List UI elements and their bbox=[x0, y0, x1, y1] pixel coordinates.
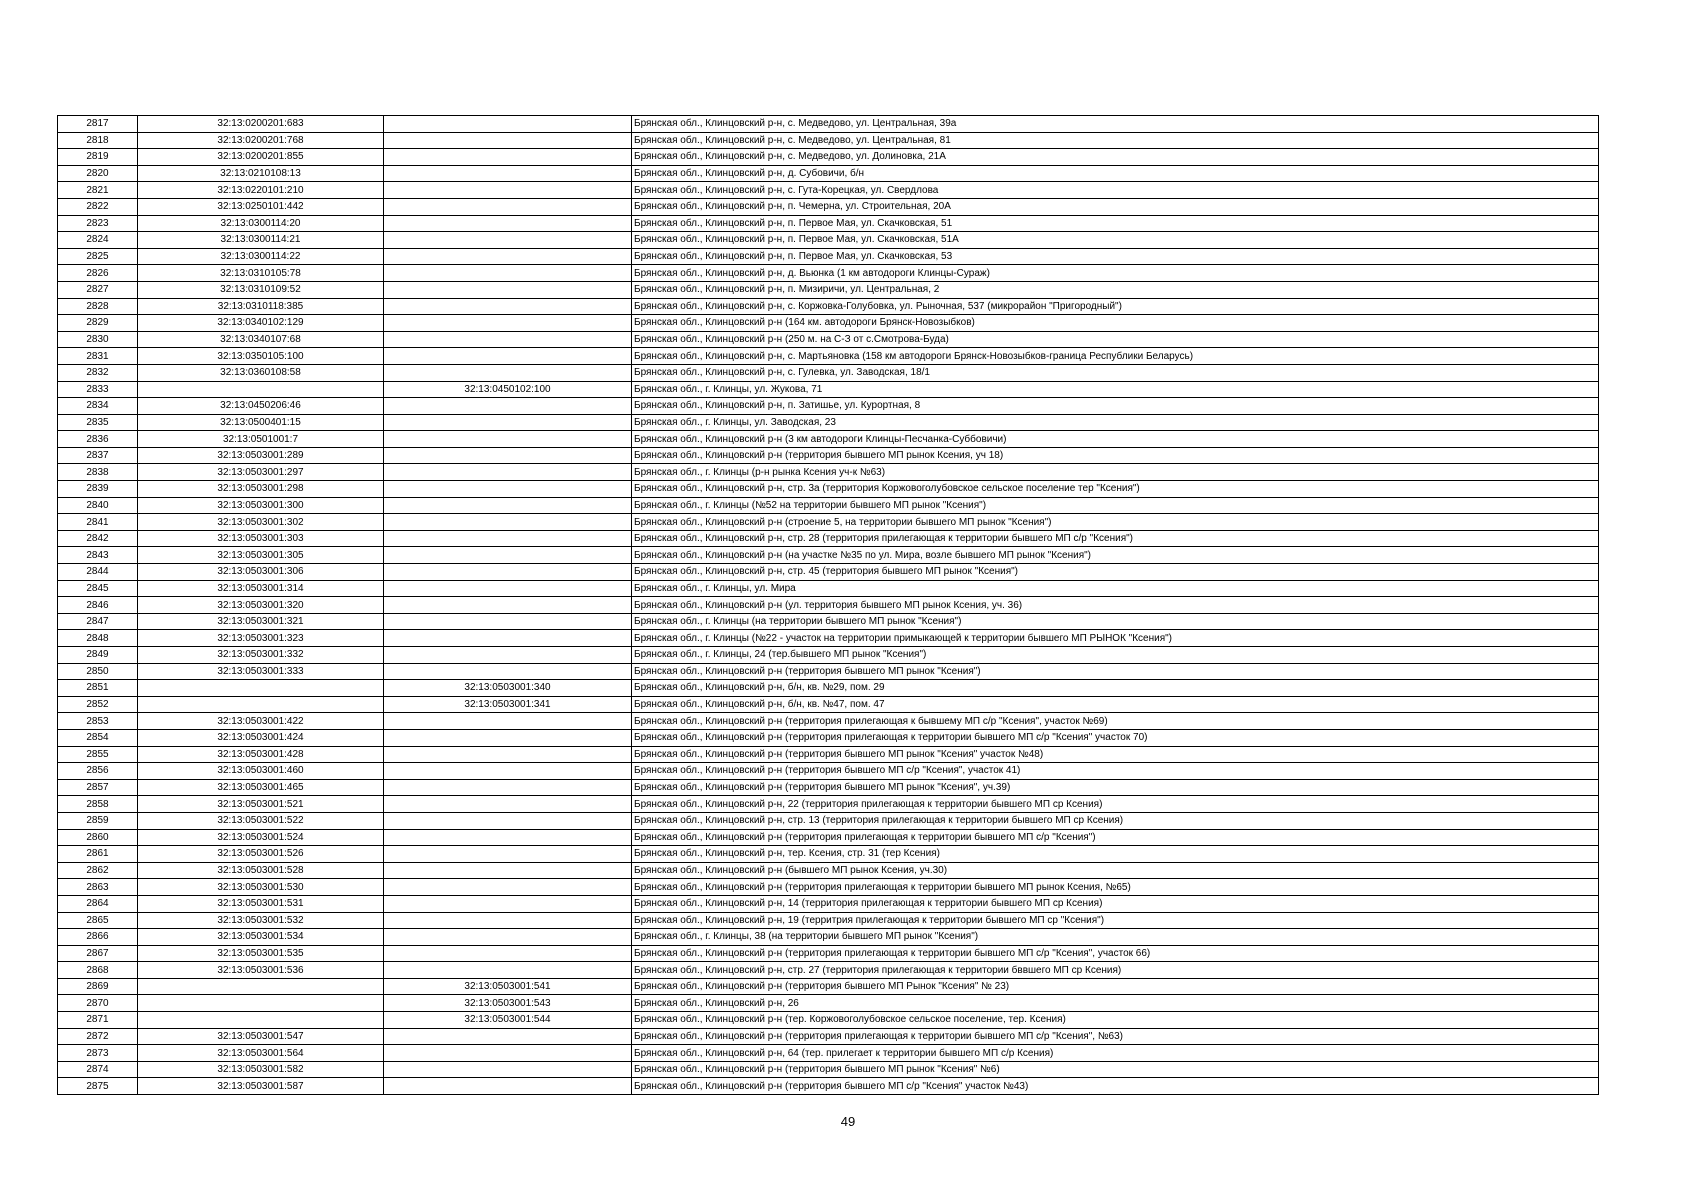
cadastral-number-cell: 32:13:0503001:289 bbox=[138, 447, 384, 464]
table-row bbox=[58, 398, 1599, 415]
address-cell: Брянская обл., Клинцовский р-н, 64 (тер. прилегает к территории бывшего МП с/р Ксения) bbox=[632, 1045, 1599, 1062]
address-cell: Брянская обл., Клинцовский р-н (164 км. автодороги Брянск-Новозыбков) bbox=[632, 315, 1599, 332]
cadastral-number-alt-cell bbox=[384, 116, 632, 133]
address-cell: Брянская обл., Клинцовский р-н, п. Первое Мая, ул. Скачковская, 51А bbox=[632, 232, 1599, 249]
row-number-cell: 2827 bbox=[58, 281, 138, 298]
cadastral-number-cell: 32:13:0503001:526 bbox=[138, 846, 384, 863]
cadastral-number-alt-cell bbox=[384, 364, 632, 381]
table-row bbox=[58, 713, 1599, 730]
address-cell: Брянская обл., Клинцовский р-н, п. Первое Мая, ул. Скачковская, 53 bbox=[632, 248, 1599, 265]
row-number-cell: 2825 bbox=[58, 248, 138, 265]
row-number-cell: 2856 bbox=[58, 763, 138, 780]
table-row bbox=[58, 364, 1599, 381]
cadastral-number-alt-cell bbox=[384, 962, 632, 979]
row-number-cell: 2852 bbox=[58, 696, 138, 713]
address-cell: Брянская обл., Клинцовский р-н (территория прилегающая к территории бывшего МП с/р "Ксения", №63) bbox=[632, 1028, 1599, 1045]
cadastral-number-cell: 32:13:0503001:323 bbox=[138, 630, 384, 647]
row-number-cell: 2859 bbox=[58, 812, 138, 829]
table-row bbox=[58, 1078, 1599, 1095]
cadastral-number-alt-cell bbox=[384, 564, 632, 581]
cadastral-number-cell: 32:13:0503001:321 bbox=[138, 613, 384, 630]
cadastral-number-cell: 32:13:0503001:305 bbox=[138, 547, 384, 564]
table-row bbox=[58, 613, 1599, 630]
row-number-cell: 2863 bbox=[58, 879, 138, 896]
address-cell: Брянская обл., Клинцовский р-н, с. Мартьяновка (158 км автодороги Брянск-Новозыбков-граница Республики Беларусь) bbox=[632, 348, 1599, 365]
cadastral-number-alt-cell bbox=[384, 398, 632, 415]
row-number-cell: 2855 bbox=[58, 746, 138, 763]
row-number-cell: 2832 bbox=[58, 364, 138, 381]
row-number-cell: 2842 bbox=[58, 530, 138, 547]
cadastral-number-cell: 32:13:0200201:768 bbox=[138, 132, 384, 149]
table-row bbox=[58, 331, 1599, 348]
row-number-cell: 2866 bbox=[58, 929, 138, 946]
row-number-cell: 2840 bbox=[58, 497, 138, 514]
row-number-cell: 2844 bbox=[58, 564, 138, 581]
cadastral-number-cell: 32:13:0210108:13 bbox=[138, 165, 384, 182]
address-cell: Брянская обл., Клинцовский р-н, 22 (территория прилегающая к территории бывшего МП ср Ксения) bbox=[632, 796, 1599, 813]
address-cell: Брянская обл., Клинцовский р-н, 14 (территория прилегающая к территории бывшего МП ср Ксения) bbox=[632, 895, 1599, 912]
cadastral-number-cell: 32:13:0503001:524 bbox=[138, 829, 384, 846]
cadastral-number-cell bbox=[138, 1012, 384, 1029]
cadastral-number-cell: 32:13:0503001:422 bbox=[138, 713, 384, 730]
address-cell: Брянская обл., Клинцовский р-н, стр. 3а (территория Коржовоголубовское сельское поселение тер "Ксения") bbox=[632, 481, 1599, 498]
row-number-cell: 2819 bbox=[58, 149, 138, 166]
row-number-cell: 2854 bbox=[58, 729, 138, 746]
cadastral-number-alt-cell bbox=[384, 431, 632, 448]
table-row bbox=[58, 298, 1599, 315]
cadastral-number-alt-cell bbox=[384, 514, 632, 531]
table-row bbox=[58, 514, 1599, 531]
cadastral-number-alt-cell bbox=[384, 729, 632, 746]
cadastral-number-alt-cell: 32:13:0503001:541 bbox=[384, 978, 632, 995]
cadastral-number-cell: 32:13:0310105:78 bbox=[138, 265, 384, 282]
address-cell: Брянская обл., г. Клинцы (р-н рынка Ксения уч-к №63) bbox=[632, 464, 1599, 481]
table-row bbox=[58, 895, 1599, 912]
address-cell: Брянская обл., г. Клинцы (№52 на территории бывшего МП рынок "Ксения") bbox=[632, 497, 1599, 514]
address-cell: Брянская обл., Клинцовский р-н (территория бывшего МП рынок "Ксения") bbox=[632, 663, 1599, 680]
row-number-cell: 2822 bbox=[58, 198, 138, 215]
row-number-cell: 2817 bbox=[58, 116, 138, 133]
address-cell: Брянская обл., Клинцовский р-н (территория бывшего МП рынок "Ксения", уч.39) bbox=[632, 779, 1599, 796]
cadastral-number-alt-cell bbox=[384, 447, 632, 464]
table-row bbox=[58, 779, 1599, 796]
cadastral-number-alt-cell bbox=[384, 713, 632, 730]
row-number-cell: 2850 bbox=[58, 663, 138, 680]
cadastral-number-cell: 32:13:0503001:320 bbox=[138, 597, 384, 614]
cadastral-number-cell: 32:13:0200201:855 bbox=[138, 149, 384, 166]
cadastral-number-alt-cell bbox=[384, 663, 632, 680]
row-number-cell: 2838 bbox=[58, 464, 138, 481]
address-cell: Брянская обл., Клинцовский р-н (территория бывшего МП рынок "Ксения" участок №48) bbox=[632, 746, 1599, 763]
cadastral-number-alt-cell bbox=[384, 248, 632, 265]
cadastral-number-cell: 32:13:0503001:302 bbox=[138, 514, 384, 531]
cadastral-number-alt-cell bbox=[384, 895, 632, 912]
cadastral-number-alt-cell bbox=[384, 149, 632, 166]
row-number-cell: 2875 bbox=[58, 1078, 138, 1095]
table-row bbox=[58, 597, 1599, 614]
cadastral-number-cell: 32:13:0300114:21 bbox=[138, 232, 384, 249]
address-cell: Брянская обл., Клинцовский р-н, с. Гута-Корецкая, ул. Свердлова bbox=[632, 182, 1599, 199]
address-cell: Брянская обл., Клинцовский р-н, тер. Ксения, стр. 31 (тер Ксения) bbox=[632, 846, 1599, 863]
address-cell: Брянская обл., Клинцовский р-н, б/н, кв. №47, пом. 47 bbox=[632, 696, 1599, 713]
cadastral-number-cell bbox=[138, 978, 384, 995]
cadastral-number-cell: 32:13:0503001:582 bbox=[138, 1061, 384, 1078]
cadastral-number-alt-cell bbox=[384, 746, 632, 763]
table-row bbox=[58, 663, 1599, 680]
row-number-cell: 2824 bbox=[58, 232, 138, 249]
table-row bbox=[58, 746, 1599, 763]
row-number-cell: 2872 bbox=[58, 1028, 138, 1045]
address-cell: Брянская обл., Клинцовский р-н, д. Субовичи, б/н bbox=[632, 165, 1599, 182]
table-row bbox=[58, 763, 1599, 780]
address-cell: Брянская обл., Клинцовский р-н, 19 (территрия прилегающая к территории бывшего МП ср "Ксения") bbox=[632, 912, 1599, 929]
cadastral-number-alt-cell bbox=[384, 1061, 632, 1078]
address-cell: Брянская обл., г. Клинцы, ул. Мира bbox=[632, 580, 1599, 597]
row-number-cell: 2837 bbox=[58, 447, 138, 464]
table-row bbox=[58, 265, 1599, 282]
cadastral-number-alt-cell: 32:13:0503001:341 bbox=[384, 696, 632, 713]
cadastral-number-alt-cell bbox=[384, 1078, 632, 1095]
address-cell: Брянская обл., Клинцовский р-н, с. Медведово, ул. Центральная, 81 bbox=[632, 132, 1599, 149]
cadastral-number-cell: 32:13:0501001:7 bbox=[138, 431, 384, 448]
cadastral-number-cell: 32:13:0503001:522 bbox=[138, 812, 384, 829]
address-cell: Брянская обл., Клинцовский р-н (территория бывшего МП с/р "Ксения", участок 41) bbox=[632, 763, 1599, 780]
row-number-cell: 2873 bbox=[58, 1045, 138, 1062]
row-number-cell: 2858 bbox=[58, 796, 138, 813]
cadastral-number-cell: 32:13:0300114:22 bbox=[138, 248, 384, 265]
table-row bbox=[58, 497, 1599, 514]
cadastral-number-cell: 32:13:0310118:385 bbox=[138, 298, 384, 315]
table-row bbox=[58, 580, 1599, 597]
table-row bbox=[58, 381, 1599, 398]
cadastral-number-alt-cell bbox=[384, 1028, 632, 1045]
cadastral-number-cell: 32:13:0503001:303 bbox=[138, 530, 384, 547]
table-row bbox=[58, 879, 1599, 896]
table-row bbox=[58, 1045, 1599, 1062]
cadastral-number-alt-cell: 32:13:0503001:340 bbox=[384, 680, 632, 697]
row-number-cell: 2868 bbox=[58, 962, 138, 979]
address-cell: Брянская обл., Клинцовский р-н, п. Мизиричи, ул. Центральная, 2 bbox=[632, 281, 1599, 298]
table-row bbox=[58, 945, 1599, 962]
row-number-cell: 2836 bbox=[58, 431, 138, 448]
cadastral-number-alt-cell bbox=[384, 945, 632, 962]
table-row bbox=[58, 431, 1599, 448]
address-cell: Брянская обл., Клинцовский р-н, п. Затишье, ул. Курортная, 8 bbox=[632, 398, 1599, 415]
table-row bbox=[58, 165, 1599, 182]
cadastral-number-alt-cell bbox=[384, 862, 632, 879]
table-row bbox=[58, 1012, 1599, 1029]
table-row bbox=[58, 348, 1599, 365]
table-row bbox=[58, 862, 1599, 879]
row-number-cell: 2867 bbox=[58, 945, 138, 962]
cadastral-number-cell: 32:13:0503001:587 bbox=[138, 1078, 384, 1095]
address-cell: Брянская обл., Клинцовский р-н (строение 5, на территории бывшего МП рынок "Ксения") bbox=[632, 514, 1599, 531]
cadastral-number-alt-cell bbox=[384, 597, 632, 614]
table-row bbox=[58, 812, 1599, 829]
table-row bbox=[58, 929, 1599, 946]
cadastral-number-alt-cell bbox=[384, 315, 632, 332]
row-number-cell: 2835 bbox=[58, 414, 138, 431]
address-cell: Брянская обл., Клинцовский р-н (территория бывшего МП Рынок "Ксения" № 23) bbox=[632, 978, 1599, 995]
address-cell: Брянская обл., Клинцовский р-н, стр. 13 (территория прилегающая к территории бывшего МП ср Ксения) bbox=[632, 812, 1599, 829]
cadastral-number-alt-cell bbox=[384, 812, 632, 829]
row-number-cell: 2846 bbox=[58, 597, 138, 614]
table-row bbox=[58, 315, 1599, 332]
row-number-cell: 2841 bbox=[58, 514, 138, 531]
row-number-cell: 2865 bbox=[58, 912, 138, 929]
cadastral-number-alt-cell bbox=[384, 613, 632, 630]
address-cell: Брянская обл., Клинцовский р-н, стр. 45 (территория бывшего МП рынок "Ксения") bbox=[632, 564, 1599, 581]
cadastral-number-cell: 32:13:0503001:306 bbox=[138, 564, 384, 581]
table-row bbox=[58, 215, 1599, 232]
table-row bbox=[58, 447, 1599, 464]
cadastral-number-alt-cell bbox=[384, 165, 632, 182]
cadastral-number-cell: 32:13:0503001:521 bbox=[138, 796, 384, 813]
address-cell: Брянская обл., Клинцовский р-н (территория бывшего МП с/р "Ксения" участок №43) bbox=[632, 1078, 1599, 1095]
row-number-cell: 2828 bbox=[58, 298, 138, 315]
cadastral-number-alt-cell bbox=[384, 331, 632, 348]
table-row bbox=[58, 481, 1599, 498]
row-number-cell: 2831 bbox=[58, 348, 138, 365]
address-cell: Брянская обл., г. Клинцы, 24 (тер.бывшего МП рынок "Ксения") bbox=[632, 647, 1599, 664]
cadastral-number-cell: 32:13:0503001:300 bbox=[138, 497, 384, 514]
cadastral-number-alt-cell bbox=[384, 846, 632, 863]
address-cell: Брянская обл., Клинцовский р-н, п. Первое Мая, ул. Скачковская, 51 bbox=[632, 215, 1599, 232]
cadastral-number-cell bbox=[138, 995, 384, 1012]
table-row bbox=[58, 647, 1599, 664]
cadastral-number-cell: 32:13:0503001:428 bbox=[138, 746, 384, 763]
cadastral-number-alt-cell bbox=[384, 298, 632, 315]
address-cell: Брянская обл., Клинцовский р-н (на участке №35 по ул. Мира, возле бывшего МП рынок "Ксения") bbox=[632, 547, 1599, 564]
cadastral-number-cell: 32:13:0310109:52 bbox=[138, 281, 384, 298]
property-table bbox=[57, 115, 1599, 1095]
table-row bbox=[58, 232, 1599, 249]
address-cell: Брянская обл., Клинцовский р-н (бывшего МП рынок Ксения, уч.30) bbox=[632, 862, 1599, 879]
address-cell: Брянская обл., г. Клинцы, 38 (на территории бывшего МП рынок "Ксения") bbox=[632, 929, 1599, 946]
cadastral-number-alt-cell bbox=[384, 630, 632, 647]
table-row bbox=[58, 829, 1599, 846]
cadastral-number-cell: 32:13:0503001:531 bbox=[138, 895, 384, 912]
cadastral-number-alt-cell bbox=[384, 132, 632, 149]
cadastral-number-alt-cell bbox=[384, 879, 632, 896]
cadastral-number-cell: 32:13:0503001:534 bbox=[138, 929, 384, 946]
cadastral-number-cell: 32:13:0220101:210 bbox=[138, 182, 384, 199]
cadastral-number-cell: 32:13:0503001:298 bbox=[138, 481, 384, 498]
table-row bbox=[58, 680, 1599, 697]
cadastral-number-cell bbox=[138, 680, 384, 697]
address-cell: Брянская обл., Клинцовский р-н, 26 bbox=[632, 995, 1599, 1012]
address-cell: Брянская обл., Клинцовский р-н (территория бывшего МП рынок Ксения, уч 18) bbox=[632, 447, 1599, 464]
table-row bbox=[58, 796, 1599, 813]
table-row bbox=[58, 547, 1599, 564]
table-row bbox=[58, 846, 1599, 863]
cadastral-number-alt-cell bbox=[384, 796, 632, 813]
cadastral-number-cell: 32:13:0340102:129 bbox=[138, 315, 384, 332]
cadastral-number-alt-cell bbox=[384, 580, 632, 597]
cadastral-number-alt-cell bbox=[384, 265, 632, 282]
row-number-cell: 2864 bbox=[58, 895, 138, 912]
row-number-cell: 2833 bbox=[58, 381, 138, 398]
row-number-cell: 2849 bbox=[58, 647, 138, 664]
address-cell: Брянская обл., Клинцовский р-н (территория прилегающая к территории бывшего МП с/р "Ксения") bbox=[632, 829, 1599, 846]
table-row bbox=[58, 248, 1599, 265]
cadastral-number-cell: 32:13:0503001:333 bbox=[138, 663, 384, 680]
cadastral-number-alt-cell bbox=[384, 182, 632, 199]
cadastral-number-cell: 32:13:0503001:564 bbox=[138, 1045, 384, 1062]
table-row bbox=[58, 912, 1599, 929]
address-cell: Брянская обл., Клинцовский р-н, д. Вьюнка (1 км автодороги Клинцы-Сураж) bbox=[632, 265, 1599, 282]
cadastral-number-cell: 32:13:0503001:532 bbox=[138, 912, 384, 929]
row-number-cell: 2857 bbox=[58, 779, 138, 796]
address-cell: Брянская обл., Клинцовский р-н, с. Медведово, ул. Центральная, 39а bbox=[632, 116, 1599, 133]
cadastral-number-cell: 32:13:0503001:314 bbox=[138, 580, 384, 597]
address-cell: Брянская обл., Клинцовский р-н, б/н, кв. №29, пом. 29 bbox=[632, 680, 1599, 697]
address-cell: Брянская обл., Клинцовский р-н, с. Медведово, ул. Долиновка, 21А bbox=[632, 149, 1599, 166]
row-number-cell: 2870 bbox=[58, 995, 138, 1012]
address-cell: Брянская обл., Клинцовский р-н (3 км автодороги Клинцы-Песчанка-Суббовичи) bbox=[632, 431, 1599, 448]
cadastral-number-cell: 32:13:0500401:15 bbox=[138, 414, 384, 431]
row-number-cell: 2821 bbox=[58, 182, 138, 199]
cadastral-number-alt-cell bbox=[384, 198, 632, 215]
table-row bbox=[58, 530, 1599, 547]
row-number-cell: 2848 bbox=[58, 630, 138, 647]
cadastral-number-alt-cell bbox=[384, 1045, 632, 1062]
table-row bbox=[58, 1061, 1599, 1078]
cadastral-number-alt-cell bbox=[384, 779, 632, 796]
table-row bbox=[58, 464, 1599, 481]
cadastral-number-cell: 32:13:0503001:528 bbox=[138, 862, 384, 879]
row-number-cell: 2845 bbox=[58, 580, 138, 597]
cadastral-number-alt-cell bbox=[384, 929, 632, 946]
address-cell: Брянская обл., г. Клинцы, ул. Жукова, 71 bbox=[632, 381, 1599, 398]
address-cell: Брянская обл., Клинцовский р-н (ул. территория бывшего МП рынок Ксения, уч. 36) bbox=[632, 597, 1599, 614]
page-number: 49 bbox=[840, 1114, 856, 1129]
cadastral-number-cell: 32:13:0200201:683 bbox=[138, 116, 384, 133]
address-cell: Брянская обл., г. Клинцы (на территории бывшего МП рынок "Ксения") bbox=[632, 613, 1599, 630]
cadastral-number-alt-cell bbox=[384, 497, 632, 514]
address-cell: Брянская обл., Клинцовский р-н (тер. Коржовоголубовское сельское поселение, тер. Ксения) bbox=[632, 1012, 1599, 1029]
cadastral-number-cell: 32:13:0250101:442 bbox=[138, 198, 384, 215]
cadastral-number-cell: 32:13:0503001:424 bbox=[138, 729, 384, 746]
address-cell: Брянская обл., Клинцовский р-н, стр. 27 (территория прилегающая к территории бввшего МП ср Ксения) bbox=[632, 962, 1599, 979]
cadastral-number-cell: 32:13:0503001:536 bbox=[138, 962, 384, 979]
cadastral-number-alt-cell bbox=[384, 530, 632, 547]
cadastral-number-cell: 32:13:0360108:58 bbox=[138, 364, 384, 381]
cadastral-number-alt-cell bbox=[384, 215, 632, 232]
address-cell: Брянская обл., Клинцовский р-н (территория прилегающая к территории бывшего МП с/р "Ксения" участок 70) bbox=[632, 729, 1599, 746]
cadastral-number-alt-cell bbox=[384, 281, 632, 298]
address-cell: Брянская обл., Клинцовский р-н, с. Гулевка, ул. Заводская, 18/1 bbox=[632, 364, 1599, 381]
table-row bbox=[58, 1028, 1599, 1045]
table-row bbox=[58, 729, 1599, 746]
row-number-cell: 2834 bbox=[58, 398, 138, 415]
cadastral-number-alt-cell bbox=[384, 763, 632, 780]
cadastral-number-cell: 32:13:0503001:297 bbox=[138, 464, 384, 481]
row-number-cell: 2839 bbox=[58, 481, 138, 498]
row-number-cell: 2829 bbox=[58, 315, 138, 332]
cadastral-number-cell: 32:13:0503001:460 bbox=[138, 763, 384, 780]
cadastral-number-alt-cell bbox=[384, 647, 632, 664]
row-number-cell: 2820 bbox=[58, 165, 138, 182]
row-number-cell: 2871 bbox=[58, 1012, 138, 1029]
cadastral-number-cell: 32:13:0350105:100 bbox=[138, 348, 384, 365]
cadastral-number-cell: 32:13:0340107:68 bbox=[138, 331, 384, 348]
row-number-cell: 2830 bbox=[58, 331, 138, 348]
row-number-cell: 2869 bbox=[58, 978, 138, 995]
row-number-cell: 2862 bbox=[58, 862, 138, 879]
address-cell: Брянская обл., Клинцовский р-н (территория бывшего МП рынок "Ксения" №6) bbox=[632, 1061, 1599, 1078]
cadastral-number-cell: 32:13:0503001:465 bbox=[138, 779, 384, 796]
table-row bbox=[58, 116, 1599, 133]
cadastral-number-cell: 32:13:0300114:20 bbox=[138, 215, 384, 232]
address-cell: Брянская обл., г. Клинцы (№22 - участок на территории примыкающей к территории бывшего МП РЫНОК "Ксения") bbox=[632, 630, 1599, 647]
address-cell: Брянская обл., Клинцовский р-н, стр. 28 (территория прилегающая к территории бывшего МП с/р "Ксения") bbox=[632, 530, 1599, 547]
table-body bbox=[58, 116, 1599, 1095]
cadastral-number-alt-cell bbox=[384, 829, 632, 846]
cadastral-number-alt-cell: 32:13:0503001:543 bbox=[384, 995, 632, 1012]
table-row bbox=[58, 149, 1599, 166]
table-row bbox=[58, 132, 1599, 149]
row-number-cell: 2874 bbox=[58, 1061, 138, 1078]
address-cell: Брянская обл., г. Клинцы, ул. Заводская, 23 bbox=[632, 414, 1599, 431]
cadastral-number-cell: 32:13:0503001:530 bbox=[138, 879, 384, 896]
cadastral-number-cell bbox=[138, 381, 384, 398]
address-cell: Брянская обл., Клинцовский р-н, с. Коржовка-Голубовка, ул. Рыночная, 537 (микрорайон "Пригородный") bbox=[632, 298, 1599, 315]
cadastral-number-cell: 32:13:0503001:332 bbox=[138, 647, 384, 664]
address-cell: Брянская обл., Клинцовский р-н (250 м. на С-З от с.Смотрова-Буда) bbox=[632, 331, 1599, 348]
row-number-cell: 2853 bbox=[58, 713, 138, 730]
cadastral-number-alt-cell bbox=[384, 912, 632, 929]
row-number-cell: 2826 bbox=[58, 265, 138, 282]
table-row bbox=[58, 978, 1599, 995]
address-cell: Брянская обл., Клинцовский р-н (территория прилегающая к территории бывшего МП рынок Ксения, №65) bbox=[632, 879, 1599, 896]
document-page bbox=[57, 115, 1598, 1095]
cadastral-number-alt-cell bbox=[384, 414, 632, 431]
row-number-cell: 2847 bbox=[58, 613, 138, 630]
address-cell: Брянская обл., Клинцовский р-н (территория прилегающая к бывшему МП с/р "Ксения", участок №69) bbox=[632, 713, 1599, 730]
table-row bbox=[58, 564, 1599, 581]
table-row bbox=[58, 962, 1599, 979]
row-number-cell: 2818 bbox=[58, 132, 138, 149]
cadastral-number-alt-cell bbox=[384, 547, 632, 564]
table-row bbox=[58, 630, 1599, 647]
cadastral-number-alt-cell: 32:13:0450102:100 bbox=[384, 381, 632, 398]
cadastral-number-cell: 32:13:0503001:535 bbox=[138, 945, 384, 962]
row-number-cell: 2861 bbox=[58, 846, 138, 863]
cadastral-number-alt-cell bbox=[384, 232, 632, 249]
table-row bbox=[58, 995, 1599, 1012]
table-row bbox=[58, 414, 1599, 431]
table-row bbox=[58, 696, 1599, 713]
cadastral-number-alt-cell bbox=[384, 348, 632, 365]
address-cell: Брянская обл., Клинцовский р-н (территория прилегающая к территории бывшего МП с/р "Ксения", участок 66) bbox=[632, 945, 1599, 962]
row-number-cell: 2843 bbox=[58, 547, 138, 564]
cadastral-number-cell: 32:13:0503001:547 bbox=[138, 1028, 384, 1045]
row-number-cell: 2860 bbox=[58, 829, 138, 846]
cadastral-number-cell: 32:13:0450206:46 bbox=[138, 398, 384, 415]
table-row bbox=[58, 281, 1599, 298]
cadastral-number-alt-cell bbox=[384, 464, 632, 481]
address-cell: Брянская обл., Клинцовский р-н, п. Чемерна, ул. Строительная, 20А bbox=[632, 198, 1599, 215]
cadastral-number-alt-cell: 32:13:0503001:544 bbox=[384, 1012, 632, 1029]
table-row bbox=[58, 182, 1599, 199]
table-row bbox=[58, 198, 1599, 215]
cadastral-number-cell bbox=[138, 696, 384, 713]
cadastral-number-alt-cell bbox=[384, 481, 632, 498]
row-number-cell: 2851 bbox=[58, 680, 138, 697]
row-number-cell: 2823 bbox=[58, 215, 138, 232]
